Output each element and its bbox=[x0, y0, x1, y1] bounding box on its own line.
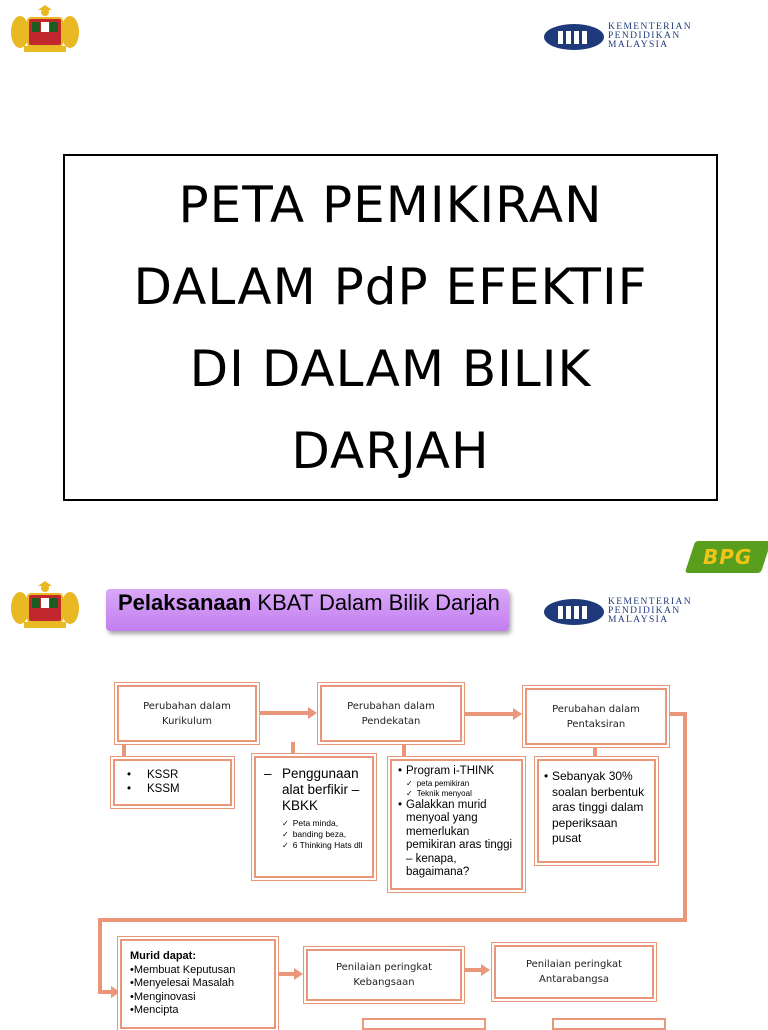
connector bbox=[291, 742, 295, 754]
box-perubahan-pentaksiran bbox=[525, 688, 667, 745]
kpm-logo bbox=[544, 22, 749, 54]
alat-text: Penggunaan alat berfikir – KBKK bbox=[282, 766, 360, 813]
box-penilaian-antarabangsa bbox=[494, 945, 654, 999]
arrow-right-icon bbox=[308, 707, 317, 719]
box-antarabangsa-title: Penilaian peringkat Antarabangsa bbox=[525, 959, 622, 985]
box-perubahan-kurikulum bbox=[117, 685, 257, 742]
kpm-logo-line3: MALAYSIA bbox=[608, 40, 669, 50]
kpm-logo-2-line3: MALAYSIA bbox=[608, 615, 669, 625]
checkmark-icon: ✓ bbox=[282, 841, 289, 850]
box-sebanyak-30 bbox=[537, 759, 656, 863]
kpm-logo-2-line1: KEMENTERIAN bbox=[608, 597, 693, 607]
malaysia-crest-logo bbox=[6, 4, 84, 54]
title-line-1: PETA PEMIKIRAN bbox=[178, 175, 603, 234]
box-kssr-kssm bbox=[113, 759, 232, 806]
list-item: •Menyelesai Masalah bbox=[130, 977, 235, 989]
list-item: ✓ Teknik menyoal bbox=[406, 788, 472, 798]
checkmark-icon: ✓ bbox=[282, 830, 289, 839]
list-item: • KSSR bbox=[127, 769, 179, 781]
connector bbox=[98, 918, 102, 994]
murid-title: Murid dapat: bbox=[130, 950, 196, 962]
list-item: ✓ peta pemikiran bbox=[406, 778, 470, 788]
list-item: •Membuat Keputusan bbox=[130, 963, 236, 976]
list-item: • Program i-THINK bbox=[398, 765, 495, 777]
title-box bbox=[63, 154, 718, 501]
title-line-4: DARJAH bbox=[291, 421, 490, 480]
box-kebangsaan-title: Penilaian peringkat Kebangsaan bbox=[335, 962, 432, 988]
connector bbox=[462, 968, 482, 972]
kpm-logo-2 bbox=[544, 597, 749, 629]
connector bbox=[259, 711, 309, 715]
arrow-right-icon bbox=[513, 708, 522, 720]
list-item: •Menginovasi bbox=[130, 990, 196, 1003]
title-line-2: DALAM PdP EFEKTIF bbox=[133, 257, 648, 316]
banner-rest: KBAT Dalam Bilik Darjah bbox=[251, 590, 500, 615]
kpm-logo-2-line2: PENDIDIKAN bbox=[608, 606, 681, 616]
checkmark-icon: ✓ bbox=[406, 778, 413, 788]
box-penilaian-kebangsaan bbox=[306, 949, 462, 1001]
checkmark-icon: ✓ bbox=[282, 819, 289, 828]
connector bbox=[464, 712, 514, 716]
section-banner-title bbox=[118, 592, 513, 614]
list-item: ✓ 6 Thinking Hats dll bbox=[282, 840, 363, 850]
box-perubahan-pendekatan bbox=[320, 685, 462, 742]
malaysia-crest-logo-2 bbox=[6, 580, 84, 630]
arrow-right-icon bbox=[481, 964, 490, 976]
connector bbox=[277, 972, 295, 976]
box-pendekatan-title: Perubahan dalam Pendekatan bbox=[347, 700, 435, 727]
list-item: • Galakkan murid menyoal yang memerlukan pemikiran aras tinggi – kenapa, bagaimana? bbox=[398, 798, 513, 878]
dash: – bbox=[264, 766, 272, 781]
connector bbox=[98, 990, 112, 994]
connector bbox=[593, 746, 597, 758]
box-ithink bbox=[390, 759, 523, 890]
list-item: •Mencipta bbox=[130, 1004, 179, 1016]
kpm-logo-line1: KEMENTERIAN bbox=[608, 22, 693, 32]
box-murid-dapat bbox=[120, 939, 276, 1029]
arrow-right-icon bbox=[111, 986, 120, 998]
connector bbox=[402, 742, 406, 759]
connector bbox=[122, 742, 126, 757]
box-alat-berfikir bbox=[254, 756, 374, 878]
list-item: ✓ Peta minda, bbox=[282, 818, 339, 828]
arrow-right-icon bbox=[294, 968, 303, 980]
connector bbox=[98, 918, 687, 922]
title-line-3: DI DALAM BILIK bbox=[189, 339, 592, 398]
box-partial bbox=[552, 1018, 666, 1030]
banner-bold: Pelaksanaan bbox=[118, 590, 252, 615]
list-item: ✓ banding beza, bbox=[282, 829, 347, 839]
kpm-logo-line2: PENDIDIKAN bbox=[608, 31, 681, 41]
bpg-logo-text: BPG bbox=[703, 545, 753, 569]
box-kurikulum-title: Perubahan dalam Kurikulum bbox=[143, 700, 231, 727]
list-item: • Sebanyak 30% soalan berbentuk aras tinggi dalam peperiksaan pusat bbox=[544, 769, 645, 845]
list-item: • KSSM bbox=[127, 782, 180, 795]
checkmark-icon: ✓ bbox=[406, 788, 413, 798]
box-partial bbox=[362, 1018, 486, 1030]
bpg-logo bbox=[685, 541, 768, 573]
connector bbox=[683, 712, 687, 922]
box-pentaksiran-title: Perubahan dalam Pentaksiran bbox=[552, 703, 640, 730]
